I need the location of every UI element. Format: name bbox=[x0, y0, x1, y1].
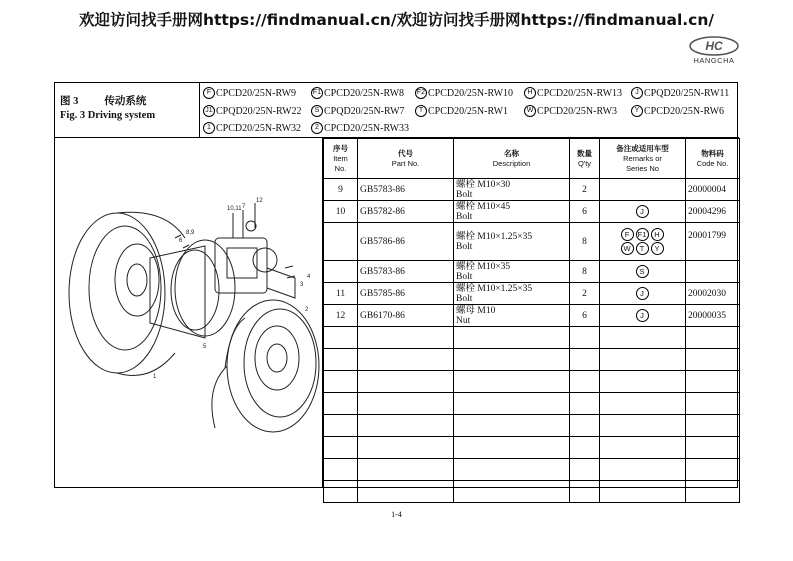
table-row: 11 GB5785-86 螺栓 M10×1.25×35 Bolt 2 J 20002030 bbox=[324, 283, 740, 305]
table-row bbox=[324, 349, 740, 371]
series-mark: T bbox=[636, 242, 649, 255]
series-item: F CPCD20/25N-RW9 bbox=[203, 87, 296, 99]
table-row: 10 GB5782-86 螺栓 M10×45 Bolt 6 J 20004296 bbox=[324, 201, 740, 223]
figure-name-cn: 传动系统 bbox=[104, 96, 147, 107]
table-row bbox=[324, 437, 740, 459]
watermark-banner: 欢迎访问找手册网https://findmanual.cn/欢迎访问找手册网https://findmanual.cn/ bbox=[78, 11, 715, 29]
series-list bbox=[201, 83, 738, 137]
series-mark: F1 bbox=[636, 228, 649, 241]
callout-label: 3 bbox=[300, 282, 304, 288]
series-item: 1 CPCD20/25N-RW32 bbox=[203, 122, 301, 134]
series-item: F1 CPCD20/25N-RW8 bbox=[312, 87, 405, 99]
callout-label: 12 bbox=[256, 198, 263, 204]
series-mark: W bbox=[621, 242, 634, 255]
right-tire bbox=[227, 300, 319, 432]
svg-text:HC: HC bbox=[705, 39, 723, 53]
table-row bbox=[324, 481, 740, 503]
series-item: S CPQD20/25N-RW7 bbox=[311, 105, 405, 117]
series-item: J1 CPQD20/25N-RW22 bbox=[203, 105, 302, 117]
table-row bbox=[324, 393, 740, 415]
callout-label: 8,9 bbox=[186, 230, 195, 236]
callout-label: 2 bbox=[305, 307, 309, 313]
figure-title bbox=[55, 83, 200, 137]
callout-label: 4 bbox=[307, 274, 311, 280]
series-mark: Y bbox=[651, 242, 664, 255]
gearbox bbox=[215, 238, 267, 293]
callout-label: 6 bbox=[179, 238, 183, 244]
table-row: 12 GB6170-86 螺母 M10 Nut 6 J 20000035 bbox=[324, 305, 740, 327]
series-item: F2 CPCD20/25N-RW10 bbox=[416, 87, 514, 99]
series-mark: J bbox=[636, 205, 649, 218]
series-item: T CPCD20/25N-RW1 bbox=[415, 105, 508, 117]
table-header: 序号 Item No. 代号 Part No. 名称 Description 数量 Q'ty 备注或适用车型 Remarks or Series No 物料码 Code No. bbox=[324, 139, 740, 179]
callout-label: 7 bbox=[242, 204, 246, 210]
table-row: 9 GB5783-86 螺栓 M10×30 Bolt 2 20000004 bbox=[324, 179, 740, 201]
page-number: 1-4 bbox=[391, 510, 402, 519]
callout-label: 1 bbox=[153, 374, 157, 380]
series-mark: S bbox=[636, 265, 649, 278]
callout-label: 5 bbox=[203, 344, 207, 350]
driving-system-drawing bbox=[55, 138, 322, 488]
table-row bbox=[324, 371, 740, 393]
series-mark: J bbox=[636, 309, 649, 322]
series-item: W CPCD20/25N-RW3 bbox=[524, 105, 617, 117]
series-mark: F bbox=[621, 228, 634, 241]
series-item: J CPQD20/25N-RW11 bbox=[631, 87, 729, 99]
table-row: GB5786-86 螺栓 M10×1.25×35 Bolt 8 F F1 H W T Y 20001799 bbox=[324, 223, 740, 261]
series-item: 2 CPCD20/25N-RW33 bbox=[311, 122, 409, 134]
parts-sheet bbox=[54, 82, 738, 488]
series-item: H CPCD20/25N-RW13 bbox=[524, 87, 622, 99]
parts-table bbox=[323, 138, 740, 503]
figure-number: 图 3 bbox=[60, 96, 79, 107]
series-mark: J bbox=[636, 287, 649, 300]
callout-label: 10,11 bbox=[227, 206, 242, 212]
exploded-diagram bbox=[55, 138, 323, 488]
series-item: Y CPCD20/25N-RW6 bbox=[631, 105, 724, 117]
table-row bbox=[324, 415, 740, 437]
brand-name: HANGCHA bbox=[693, 56, 735, 65]
table-row bbox=[324, 459, 740, 481]
table-row: GB5783-86 螺栓 M10×35 Bolt 8 S bbox=[324, 261, 740, 283]
figure-name-en: Fig. 3 Driving system bbox=[60, 110, 156, 121]
series-mark: H bbox=[651, 228, 664, 241]
table-row bbox=[324, 327, 740, 349]
